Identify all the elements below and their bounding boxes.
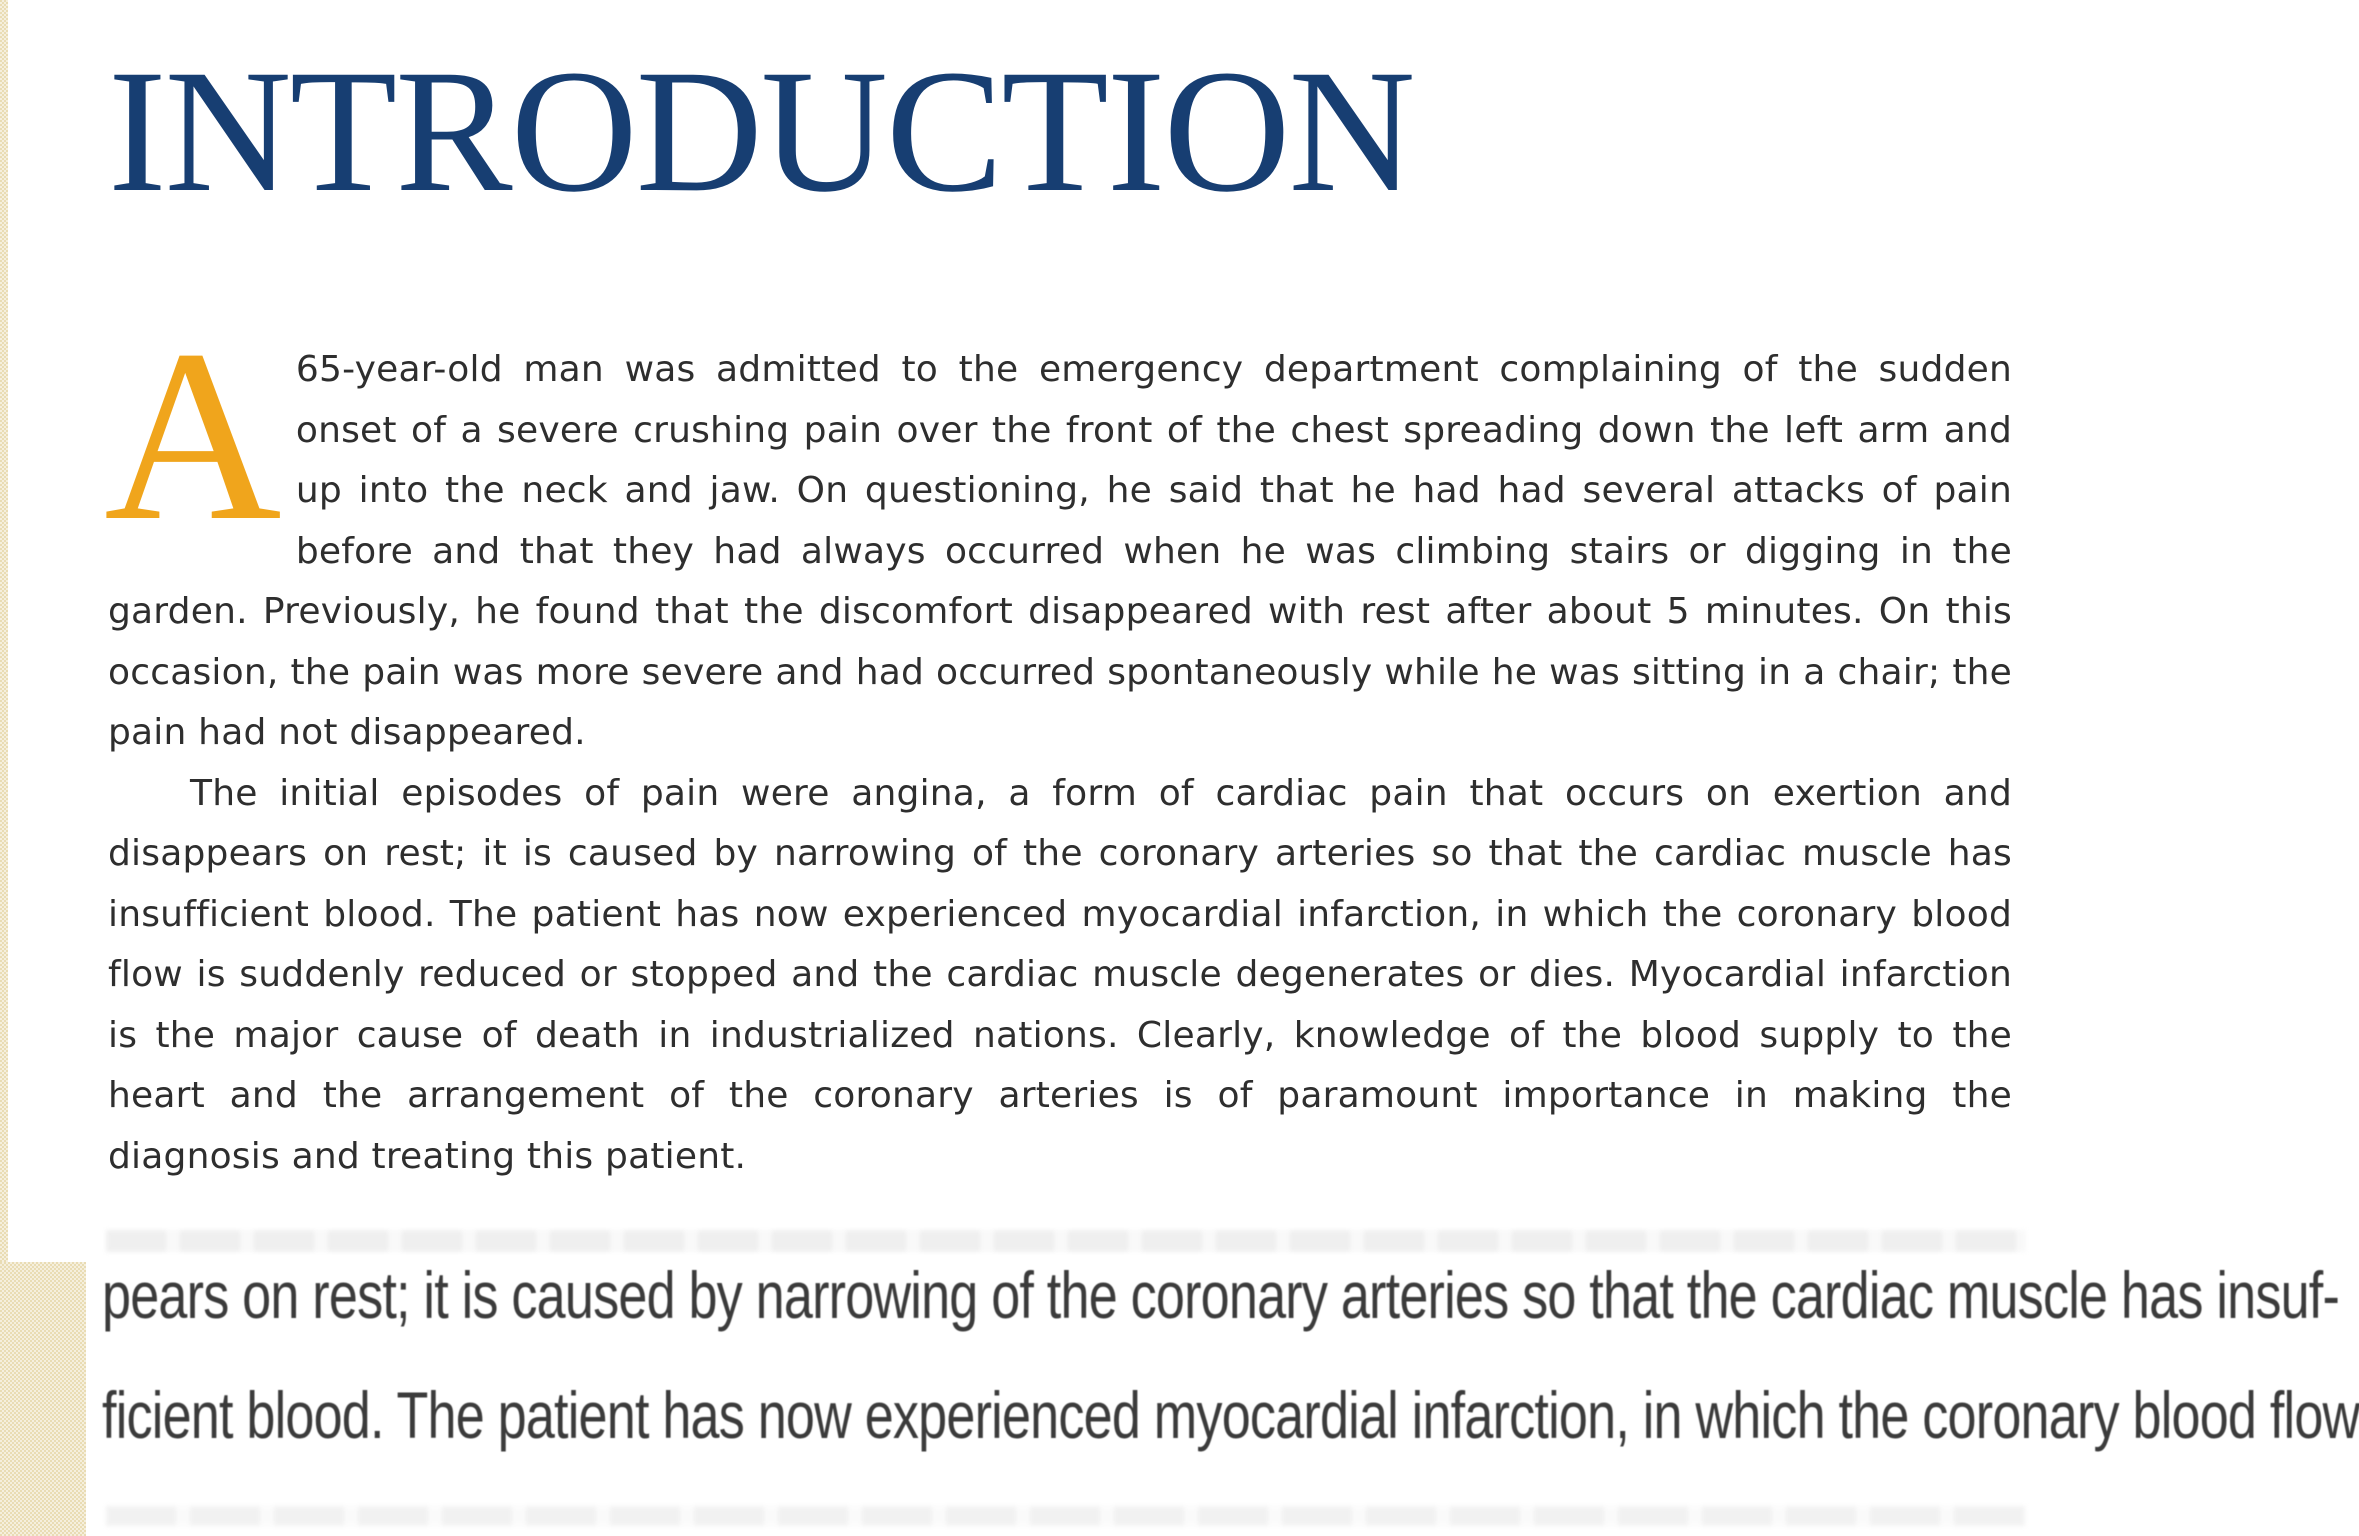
page-title: INTRODUCTION [108,34,1414,229]
paragraph-1 [104,300,2012,764]
bottom-left-texture [0,1262,86,1536]
body-text [104,300,2012,1187]
zoom-line-2: ficient blood. The patient has now experienced myocardial infarction, in which the coronary blood flow [102,1378,2359,1452]
zoom-line-1: pears on rest; it is caused by narrowing of the coronary arteries so that the cardiac muscle has insuf- [102,1258,2340,1332]
paragraph-2: The initial episodes of pain were angina, a form of cardiac pain that occurs on exertion and disappears on rest; it is caused by narrowing of the coronary arteries so that the cardiac muscle has insufficient blood. The patient has now experienced myocardial infarction, in which the coronary blood flow is suddenly reduced or stopped and the cardiac muscle degenerates or dies. Myocardial infarction is the major cause of death in industrialized nations. Clearly, knowledge of the blood supply to the heart and the arrangement of the coronary arteries is of paramount importance in making the diagnosis and treating this patient. [108,772,2012,1177]
paragraph-1-text: 65-year-old man was admitted to the emergency department complaining of the sudden onset of a severe crushing pain over the front of the chest spreading down the left arm and up into the neck and jaw. On questioning, he said that he had had several attacks of pain before and that they had always occurred when he was climbing stairs or digging in the garden. Previously, he found that the discomfort disappeared with rest after about 5 minutes. On this occasion, the pain was more severe and had occurred spontaneously while he was sitting in a chair; the pain had not disappeared. [108,349,2012,753]
drop-cap: A [104,300,282,572]
zoom-ghost-line-top [106,1230,2026,1252]
zoom-ghost-line-bottom [106,1506,2026,1526]
zoomed-excerpt [86,1224,2359,1536]
